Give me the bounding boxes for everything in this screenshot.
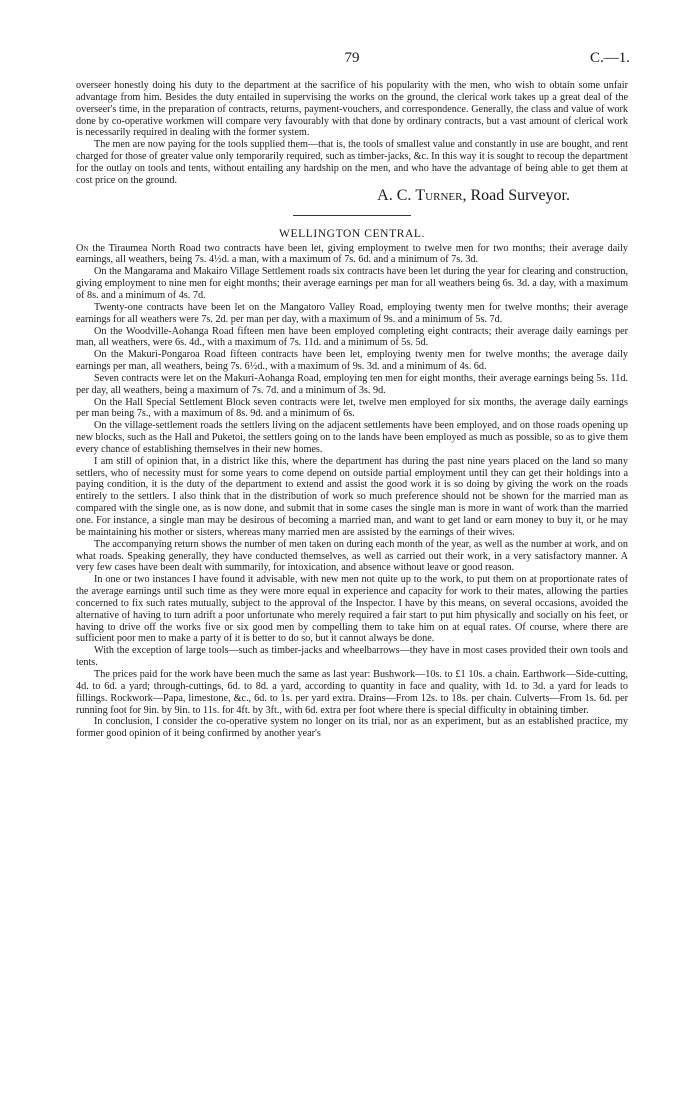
intro-paragraph-2-text: The men are now paying for the tools supplied them—that is, the tools of smallest value and constantly in use are bought, and rent charged for those of greater value only temporarily required, such as timber-jacks, &c. In this way it is sought to recoup the department for the outlay on tools and tents, without entailing any hardship on the men, and who have the advantage of being able to get them at cost price on the ground. xyxy=(76,139,628,186)
section-paragraph-3: Twenty-one contracts have been let on the Mangatoro Valley Road, employing twenty men for twelve months; their average earnings for all weathers were 7s. 2d. per man per day, with a maximum of 9s. and a minimum of 5s. 7d. xyxy=(76,301,628,325)
document-page xyxy=(76,50,628,740)
intro-paragraph-2 xyxy=(76,139,628,186)
section-paragraph-10: The accompanying return shows the number of men taken on during each month of the year, as well as the number at work, and on what roads. Speaking generally, they have conducted themselves, as well as carried out their work, in a very satisfactory manner. A very few cases have been dealt with summarily, for intoxication, and absence without leave or good reason. xyxy=(76,538,628,574)
section-paragraph-5: On the Makuri-Pongaroa Road fifteen contracts have been let, employing twenty men for twelve months; the average daily earnings per man, all weathers, being 7s. 6½d., with a maximum of 9s. 3d. and a minimum of 4s. 6d. xyxy=(76,349,628,373)
section-paragraph-8: On the village-settlement roads the settlers living on the adjacent settlements have been employed, and on those roads opening up new blocks, such as the Hall and Puketoi, the settlers going on to the lands have been employed as much as possible, so as to give them every chance of establishing themselves in their new homes. xyxy=(76,420,628,455)
section-divider xyxy=(293,215,411,216)
page-header xyxy=(76,50,628,72)
signature-surname: Turner xyxy=(415,186,463,204)
section-paragraph-9: I am still of opinion that, in a district like this, where the department has during the past nine years placed on the land so many settlers, who of necessity must for some years to come depend on outside partial employment until they can get their holdings into a paying condition, it is the duty of the department to extend and assist the good work it is so doing by giving the work on the roads entirely to the settlers. I also think that in the distribution of work so much preference should not be shown for the married man as compared with the single one, as is now done, and submit that in some cases the single man is more in want of work than the married one. For instance, a single man may be desirous of becoming a married man, and want to get land or earn money to buy it, or he may be maintaining his mother or sisters, whereas many married men are assisted by the earnings of their wives. xyxy=(76,455,628,538)
signature xyxy=(377,187,628,205)
signature-line xyxy=(76,187,628,205)
section-paragraph-12: With the exception of large tools—such as timber-jacks and wheelbarrows—they have in most cases provided their own tools and tents. xyxy=(76,645,628,669)
section-paragraph-11: In one or two instances I have found it advisable, with new men not quite up to the work, to put them on at proportionate rates of the average earnings until such time as they were more equal in experience and capacity for work to their mates, allowing the parties concerned to fix such rates mutually, subject to the approval of the Inspector. I have by this means, on several occasions, avoided the alternative of having to turn adrift a poor unfortunate who merely required a fair start to put him physically and socially on his feet, or having to drive off the works five or six good men by compelling them to take him on at equal rates. Of course, where there are sufficient poor men to make a party of it is better to do so, but it cannot always be done. xyxy=(76,574,628,645)
section-paragraph-1 xyxy=(76,243,628,267)
section-title: WELLINGTON CENTRAL. xyxy=(279,227,425,240)
section-paragraph-6: Seven contracts were let on the Makuri-Aohanga Road, employing ten men for eight months, their average earnings being 5s. 11d. per day, all weathers, being a maximum of 7s. 7d. and a minimum of 3s. 9d. xyxy=(76,372,628,396)
page-number: 79 xyxy=(344,50,360,66)
section-paragraph-14: In conclusion, I consider the co-operative system no longer on its trial, nor as an experiment, but as an established practice, my former good opinion of it being confirmed by another year's xyxy=(76,716,628,740)
section-paragraph-4: On the Woodville-Aohanga Road fifteen men have been employed completing eight contracts; their average daily earnings per man, all weathers, were 6s. 4d., with a maximum of 7s. 11d. and a minimum of 5s. 5d. xyxy=(76,325,628,349)
section-paragraph-13: The prices paid for the work have been much the same as last year: Bushwork—10s. to £1 10s. a chain. Earthwork—Side-cutting, 4d. to 6d. a yard; through-cuttings, 6d. to 8d. a yard, according to quantity in face and quality, with 1d. to 3d. a yard for leads to fillings. Rockwork—Papa, limestone, &c., 6d. to 1s. per yard extra. Drains—From 12s. to 18s. per chain. Culverts—From 1s. 6d. per running foot for 9in. by 9in. to 11s. for 4ft. by 3ft., with 6d. extra per foot where there is special difficulty in obtaining timber. xyxy=(76,668,628,716)
lead-word: On xyxy=(76,242,89,254)
section-paragraph-7: On the Hall Special Settlement Block seven contracts were let, twelve men employed for six months, the average daily earnings per man being 7s., with a maximum of 8s. 9d. and a minimum of 6s. xyxy=(76,396,628,420)
section-paragraph-2: On the Mangarama and Makairo Village Settlement roads six contracts have been let during the year for clearing and construction, giving employment to nine men for eight months; their average earnings per man for all weathers being 6s. 3d. a day, with a maximum of 8s. and a minimum of 4s. 7d. xyxy=(76,266,628,301)
document-reference: C.—1. xyxy=(589,50,630,66)
intro-paragraph-1: overseer honestly doing his duty to the department at the sacrifice of his popularity with the men, who wish to obtain some unfair advantage from him. Besides the duty entailed in supervising the works on the ground, the clerical work takes up a great deal of the overseer's time, in the preparation of contracts, returns, payment-vouchers, and correspondence. Generally, the class and value of work done by co-operative workmen will compare very favourably with that done by ordinary contracts, but a vast amount of clerical work is necessarily required in dealing with the former system. xyxy=(76,80,628,139)
signature-title: , Road Surveyor. xyxy=(462,186,570,204)
signature-initials: A. C. xyxy=(377,186,416,204)
section-paragraph-1-text: the Tiraumea North Road two contracts have been let, giving employment to twelve men for two months; their average daily earnings, all weathers, being 7s. 4½d. a man, with a maximum of 7s. 6d. and a minimum of 7s. 3d. xyxy=(76,242,628,266)
